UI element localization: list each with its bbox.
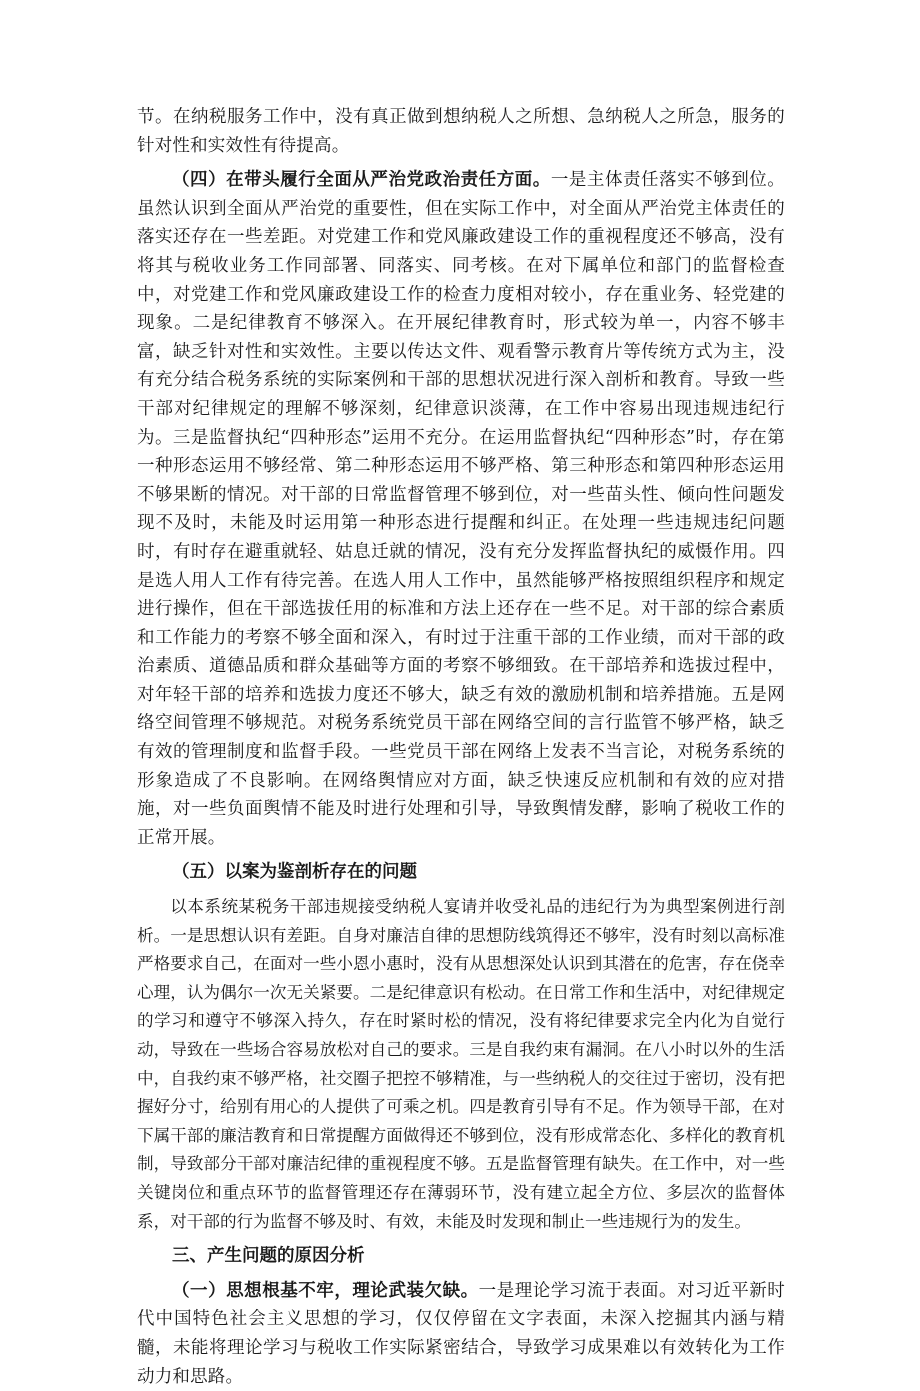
chapter-3-heading: 三、产生问题的原因分析 (172, 1246, 365, 1267)
chapter-3-1-heading: （一）思想根基不牢，理论武装欠缺。 (172, 1280, 479, 1301)
document-page (137, 103, 785, 1391)
section-4-body: 一是主体责任落实不够到位。虽然认识到全面从严治党的重要性，但在实际工作中，对全面从严治党主体责任的落实还存在一些差距。对党建工作和党风廉政建设工作的重视程度还不够高，没有将其与税收业务工作同部署、同落实、同考核。在对下属单位和部门的监督检查中，对党建工作和党风廉政建设工作的检查力度相对较小，存在重业务、轻党建的现象。二是纪律教育不够深入。在开展纪律教育时，形式较为单一，内容不够丰富，缺乏针对性和实效性。主要以传达文件、观看警示教育片等传统方式为主，没有充分结合税务系统的实际案例和干部的思想状况进行深入剖析和教育。导致一些干部对纪律规定的理解不够深刻，纪律意识淡薄，在工作中容易出现违规违纪行为。三是监督执纪“四种形态”运用不充分。在运用监督执纪“四种形态”时，存在第一种形态运用不够经常、第二种形态运用不够严格、第三种形态和第四种形态运用不够果断的情况。对干部的日常监督管理不够到位，对一些苗头性、倾向性问题发现不及时，未能及时运用第一种形态进行提醒和纠正。在处理一些违规违纪问题时，有时存在避重就轻、姑息迁就的情况，没有充分发挥监督执纪的威慑作用。四是选人用人工作有待完善。在选人用人工作中，虽然能够严格按照组织程序和规定进行操作，但在干部选拔任用的标准和方法上还存在一些不足。对干部的综合素质和工作能力的考察不够全面和深入，有时过于注重干部的工作业绩，而对干部的政治素质、道德品质和群众基础等方面的考察不够细致。在干部培养和选拔过程中，对年轻干部的培养和选拔力度还不够大，缺乏有效的激励机制和培养措施。五是网络空间管理不够规范。对税务系统党员干部在网络空间的言行监管不够严格，缺乏有效的管理制度和监督手段。一些党员干部在网络上发表不当言论，对税务系统的形象造成了不良影响。在网络舆情应对方面，缺乏快速反应机制和有效的应对措施，对一些负面舆情不能及时进行处理和引导，导致舆情发酵，影响了税收工作的正常开展。 (137, 170, 785, 848)
paragraph-chapter-3-1 (137, 1277, 785, 1391)
section-4-heading: （四）在带头履行全面从严治党政治责任方面。 (172, 170, 551, 191)
section-5-heading: （五）以案为鉴剖析存在的问题 (172, 862, 417, 883)
paragraph-section-4 (137, 166, 785, 852)
paragraph-section-5: 以本系统某税务干部违规接受纳税人宴请并收受礼品的违纪行为为典型案例进行剖析。一是思想认识有差距。自身对廉洁自律的思想防线筑得还不够牢，没有时刻以高标准严格要求自己，在面对一些小恩小惠时，没有从思想深处认识到其潜在的危害，存在侥幸心理，认为偶尔一次无关紧要。二是纪律意识有松动。在日常工作和生活中，对纪律规定的学习和遵守不够深入持久，存在时紧时松的情况，没有将纪律要求完全内化为自觉行动，导致在一些场合容易放松对自己的要求。三是自我约束有漏洞。在八小时以外的生活中，自我约束不够严格，社交圈子把控不够精准，与一些纳税人的交往过于密切，没有把握好分寸，给别有用心的人提供了可乘之机。四是教育引导有不足。作为领导干部，在对下属干部的廉洁教育和日常提醒方面做得还不够到位，没有形成常态化、多样化的教育机制，导致部分干部对廉洁纪律的重视程度不够。五是监督管理有缺失。在工作中，对一些关键岗位和重点环节的监督管理还存在薄弱环节，没有建立起全方位、多层次的监督体系，对干部的行为监督不够及时、有效，未能及时发现和制止一些违规行为的发生。 (137, 897, 785, 1231)
chapter-3-1-body: 一是理论学习流于表面。对习近平新时代中国特色社会主义思想的学习，仅仅停留在文字表面，未深入挖掘其内涵与精髓，未能将理论学习与税收工作实际紧密结合，导致学习成果难以有效转化为工作动力和思路。 (137, 1280, 785, 1387)
paragraph-continuation: 节。在纳税服务工作中，没有真正做到想纳税人之所想、急纳税人之所急，服务的针对性和实效性有待提高。 (137, 107, 785, 156)
